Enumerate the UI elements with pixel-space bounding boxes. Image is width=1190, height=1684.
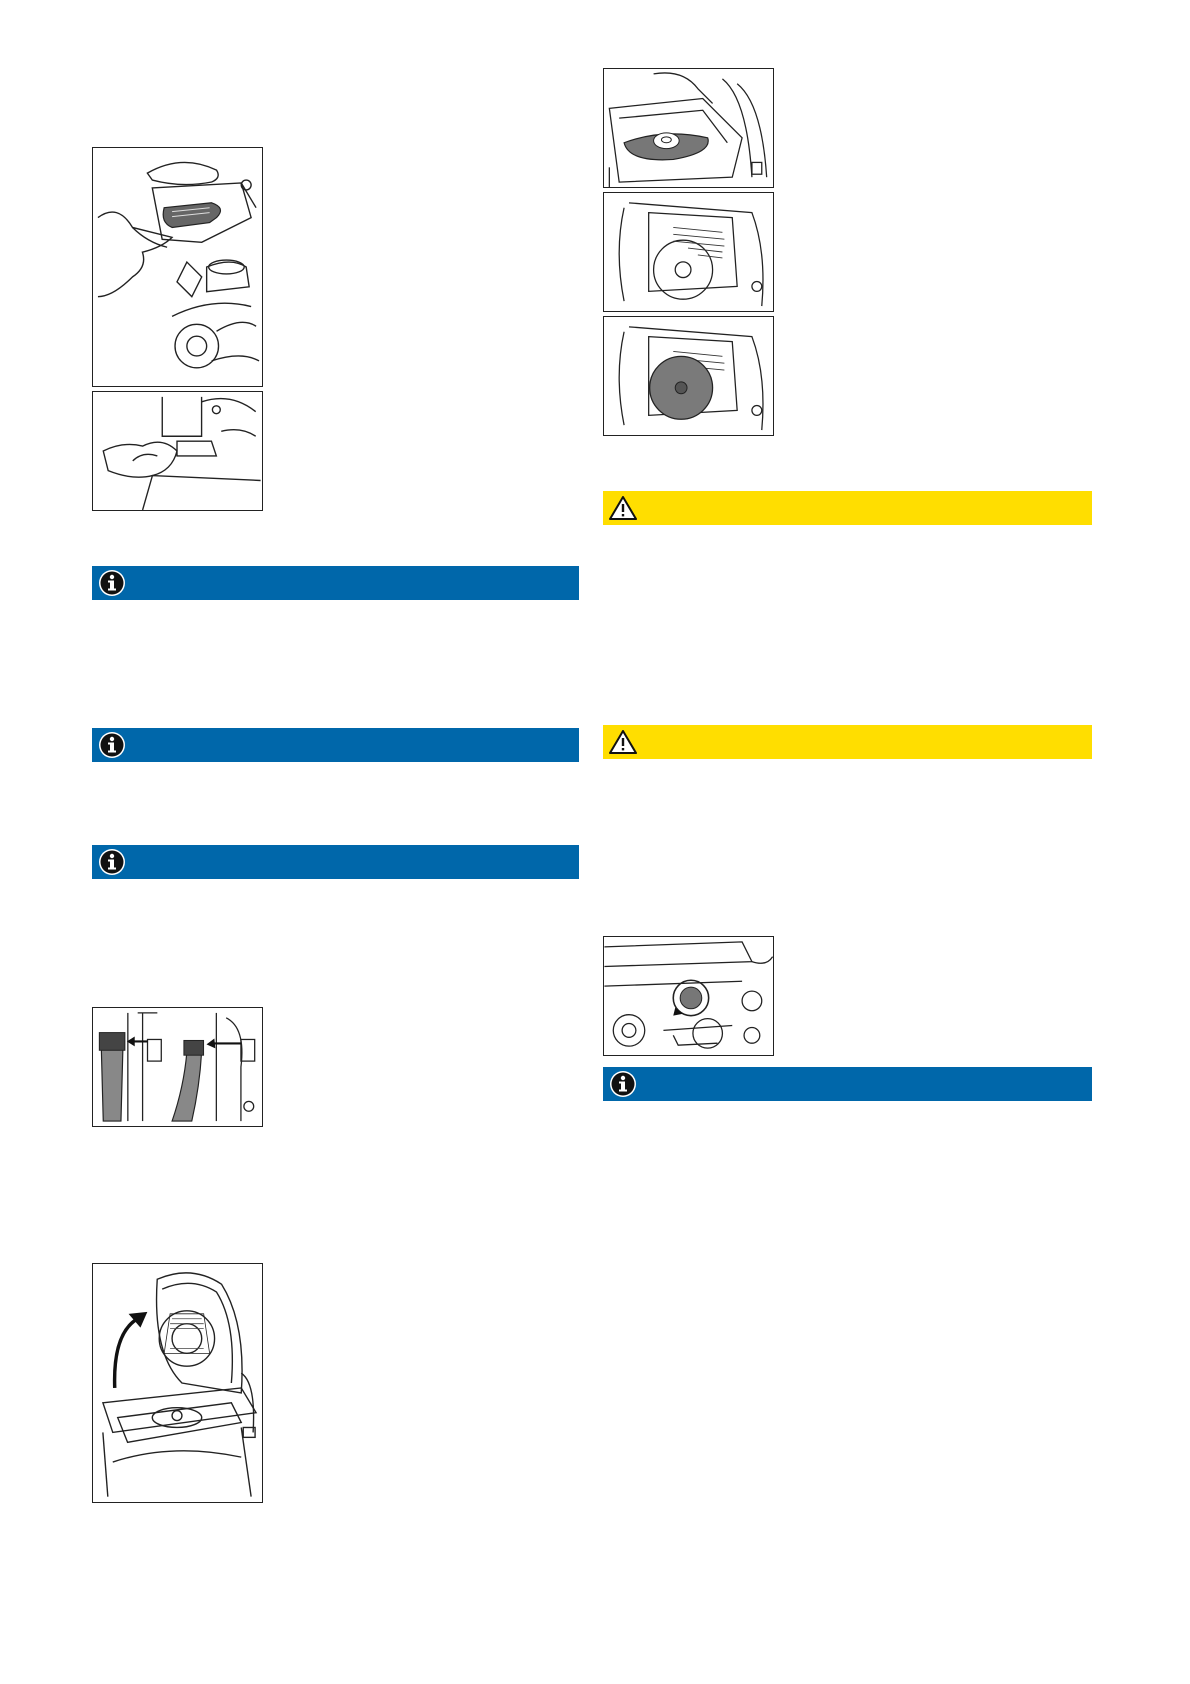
figure-drain-hose-latch	[92, 147, 263, 387]
info-notice-3	[92, 845, 579, 879]
info-notice-2	[92, 728, 579, 762]
info-notice-4	[603, 1067, 1092, 1101]
figure-hoses-attach	[92, 1007, 263, 1127]
figure-filter-compartment	[603, 68, 774, 188]
info-icon	[98, 848, 126, 876]
filter-compartment-illustration	[604, 69, 773, 187]
drain-hose-latch-illustration	[93, 148, 262, 386]
lid-opened-illustration	[93, 1264, 262, 1502]
figure-lid-opened	[92, 1263, 263, 1503]
hose-removal-illustration	[93, 392, 262, 510]
warning-triangle-icon	[609, 494, 637, 522]
info-icon	[609, 1070, 637, 1098]
figure-hose-removal	[92, 391, 263, 511]
warning-notice-2	[603, 725, 1092, 759]
info-notice-1	[92, 566, 579, 600]
filter-replace-illustration	[604, 317, 773, 435]
warning-notice-1	[603, 491, 1092, 525]
figure-filter-cover	[603, 192, 774, 312]
info-icon	[98, 569, 126, 597]
cover-knob-illustration	[604, 937, 773, 1055]
figure-filter-replace	[603, 316, 774, 436]
filter-cover-illustration	[604, 193, 773, 311]
figure-cover-knob	[603, 936, 774, 1056]
hoses-attach-illustration	[93, 1008, 262, 1126]
warning-triangle-icon	[609, 728, 637, 756]
info-icon	[98, 731, 126, 759]
